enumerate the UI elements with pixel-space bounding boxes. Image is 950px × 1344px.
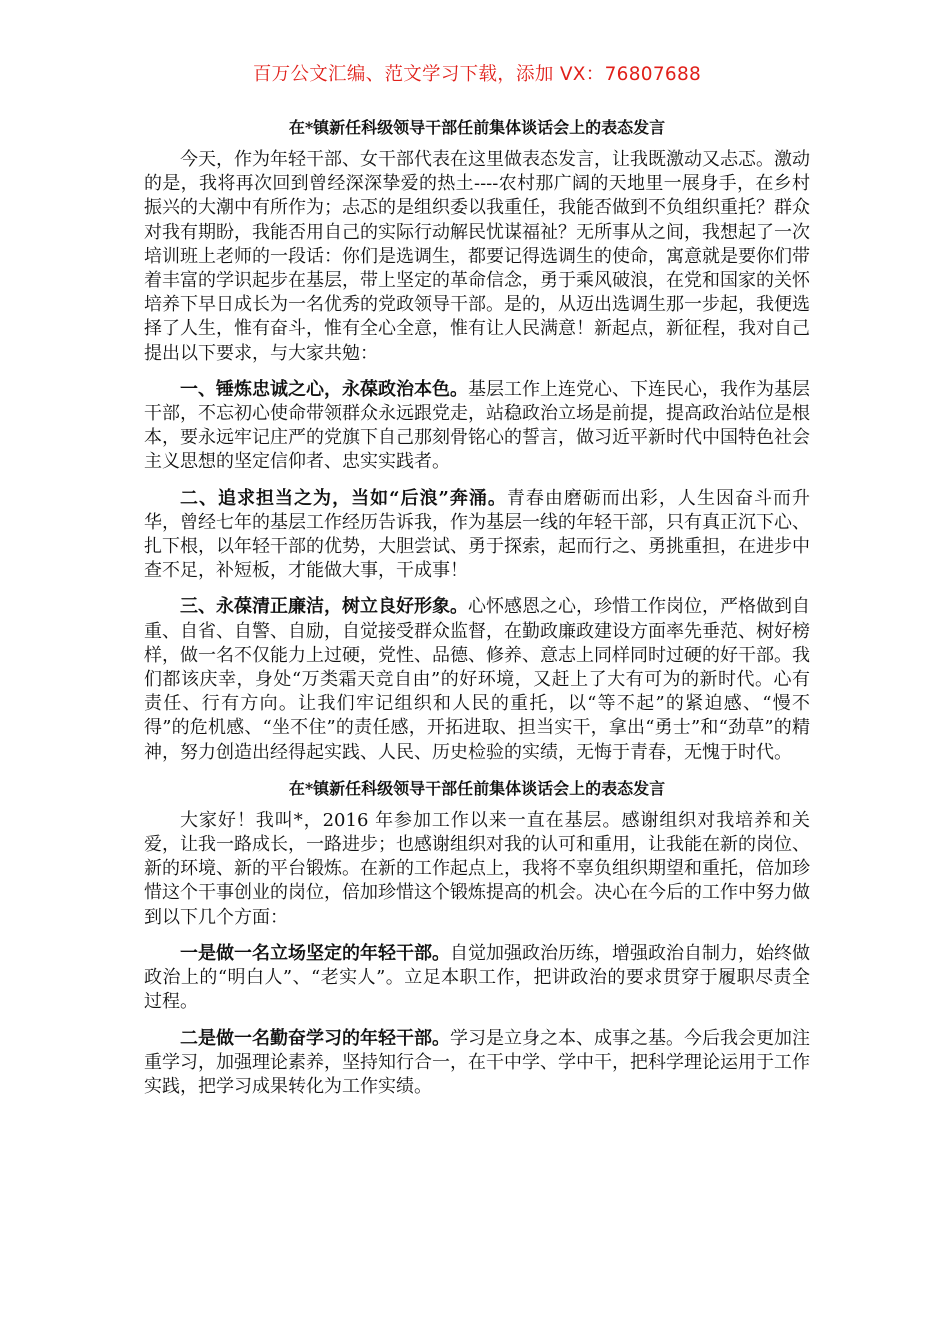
paragraph-lead: 一、锤炼忠诚之心，永葆政治本色。 <box>180 378 468 400</box>
paragraph-text: 基层工作上连党心、下连民心，我作为基层干部，不忘初心使命带领群众永远跟党走，站稳政治立场是前提，提高政治站位是根本，要永远牢记庄严的党旗下自己那刻骨铭心的誓言，做习近平新时代中国特色社会主义思想的坚定信仰者、忠实实践者。 <box>144 378 810 473</box>
section2-paragraph-2 <box>144 942 810 1015</box>
section1-paragraph-4 <box>144 595 810 764</box>
paragraph-text: 心怀感恩之心，珍惜工作岗位，严格做到自重、自省、自警、自励，自觉接受群众监督，在勤政廉政建设方面率先垂范、树好榜样，做一名不仅能力上过硬，党性、品德、修养、意志上同样同时过硬的好干部。我们都该庆幸，身处“万类霜天竞自由”的好环境，又赶上了大有可为的新时代。心有责任、行有方向。让我们牢记组织和人民的重托，以“等不起”的紧迫感、“慢不得”的危机感、“坐不住”的责任感，开拓进取、担当实干，拿出“勇士”和“劲草”的精神，努力创造出经得起实践、人民、历史检验的实绩，无悔于青春，无愧于时代。 <box>144 596 810 763</box>
section1-paragraph-3 <box>144 487 810 584</box>
paragraph-text: 今天，作为年轻干部、女干部代表在这里做表态发言，让我既激动又忐忑。激动的是，我将再次回到曾经深深挚爱的热土----农村那广阔的天地里一展身手，在乡村振兴的大潮中有所作为；忐忑的是组织委以我重任，我能否做到不负组织重托？群众对我有期盼，我能否用自己的实际行动解民忧谋福祉？无所事从之间，我想起了一次培训班上老师的一段话：你们是选调生，都要记得选调生的使命，寓意就是要你们带着丰富的学识起步在基层，带上坚定的革命信念，勇于乘风破浪，在党和国家的关怀培养下早日成长为一名优秀的党政领导干部。是的，从迈出选调生那一步起，我便选择了人生，惟有奋斗，惟有全心全意，惟有让人民满意！新起点，新征程，我对自己提出以下要求，与大家共勉： <box>144 149 810 364</box>
section1-paragraph-1 <box>144 148 810 366</box>
section2-paragraph-3 <box>144 1027 810 1100</box>
section2-title: 在*镇新任科级领导干部任前集体谈话会上的表态发言 <box>288 778 666 798</box>
paragraph-lead: 一是做一名立场坚定的年轻干部。 <box>180 942 450 964</box>
promo-banner: 百万公文汇编、范文学习下载，添加 VX：76807688 <box>252 64 702 85</box>
paragraph-text: 大家好！我叫*，2016 年参加工作以来一直在基层。感谢组织对我培养和关爱，让我一路成长，一路进步；也感谢组织对我的认可和重用，让我能在新的岗位、新的环境、新的平台锻炼。在新的工作起点上，我将不辜负组织期望和重托，倍加珍惜这个干事创业的岗位，倍加珍惜这个锻炼提高的机会。决心在今后的工作中努力做到以下几个方面： <box>144 809 810 928</box>
section1-title: 在*镇新任科级领导干部任前集体谈话会上的表态发言 <box>288 118 666 137</box>
paragraph-lead: 二、追求担当之为，当如“后浪”奔涌。 <box>180 487 507 509</box>
paragraph-lead: 三、永葆清正廉洁，树立良好形象。 <box>180 596 468 618</box>
paragraph-text: 学习是立身之本、成事之基。今后我会更加注重学习，加强理论素养，坚持知行合一，在干中学、学中干，把科学理论运用于工作实践，把学习成果转化为工作实绩。 <box>144 1027 810 1097</box>
paragraph-text: 自觉加强政治历练，增强政治自制力，始终做政治上的“明白人”、“老实人”。立足本职工作，把讲政治的要求贯穿于履职尽责全过程。 <box>144 942 810 1013</box>
paragraph-lead: 二是做一名勤奋学习的年轻干部。 <box>180 1027 450 1049</box>
document-page <box>144 62 810 1111</box>
paragraph-text: 青春由磨砺而出彩，人生因奋斗而升华，曾经七年的基层工作经历告诉我，作为基层一线的年轻干部，只有真正沉下心、扎下根，以年轻干部的优势，大胆尝试、勇于探索，起而行之、勇挑重担，在进步中查不足，补短板，才能做大事，干成事！ <box>144 487 810 582</box>
section1-paragraph-2 <box>144 378 810 475</box>
section2-paragraph-1 <box>144 809 810 930</box>
